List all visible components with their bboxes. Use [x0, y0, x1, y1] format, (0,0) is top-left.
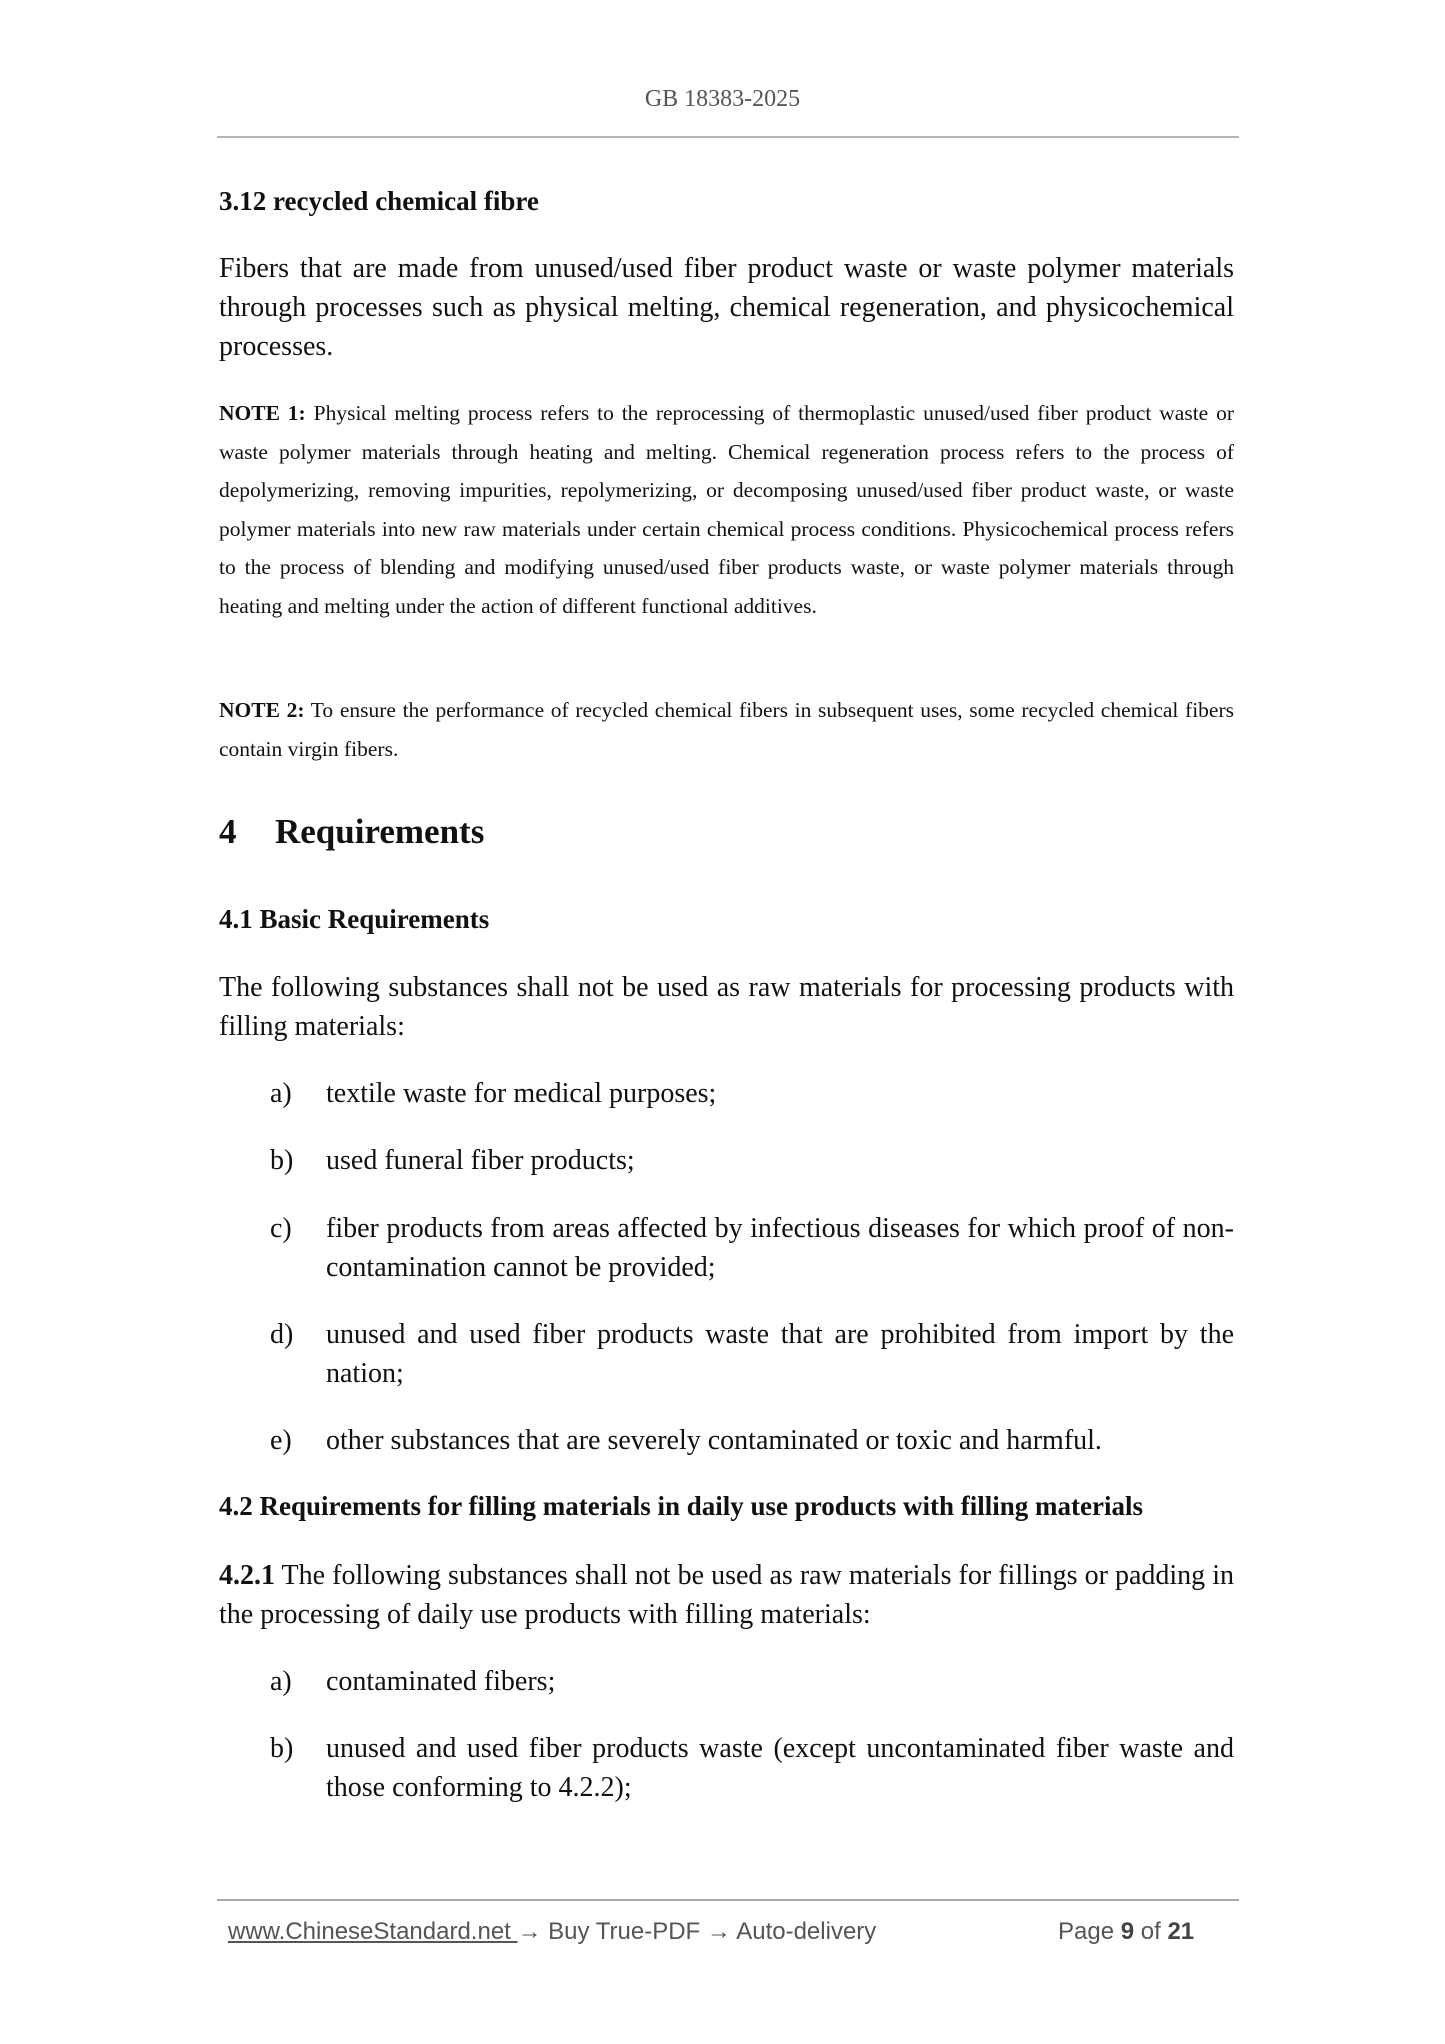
footer-promo: [228, 1918, 876, 1946]
note-2-label: NOTE 2:: [219, 698, 305, 722]
document-code-header: GB 18383-2025: [644, 86, 801, 112]
list-item-text: other substances that are severely contaminated or toxic and harmful.: [326, 1425, 1102, 1456]
list-item: [270, 1315, 1234, 1393]
list-item-text: unused and used fiber products waste (except uncontaminated fiber waste and those conforming to 4.2.2);: [326, 1733, 1234, 1803]
list-item-label: c): [270, 1213, 292, 1244]
note-1: [219, 394, 1234, 625]
list-item-text: textile waste for medical purposes;: [326, 1078, 717, 1109]
list-item: [270, 1074, 1234, 1113]
section-4-number: 4: [219, 812, 237, 851]
list-item-text: unused and used fiber products waste that are prohibited from import by the nation;: [326, 1319, 1234, 1389]
section-4-2-heading: 4.2 Requirements for filling materials in daily use products with filling materials: [219, 1491, 1143, 1521]
auto-delivery-text: Auto-delivery: [730, 1918, 877, 1945]
section-4-2-1-label: 4.2.1: [219, 1560, 275, 1591]
list-item-text: contaminated fibers;: [326, 1666, 556, 1697]
list-item-text: used funeral fiber products;: [326, 1145, 635, 1176]
header-divider: [217, 136, 1239, 138]
section-4-1-heading: 4.1 Basic Requirements: [219, 904, 490, 934]
list-item: [270, 1729, 1234, 1807]
list-item-label: e): [270, 1425, 292, 1456]
section-3-12-definition: Fibers that are made from unused/used fiber product waste or waste polymer materials through processes such as physical melting, chemical regeneration, and physicochemical processes.: [219, 253, 1234, 362]
buy-pdf-text: Buy True-PDF: [541, 1918, 707, 1945]
list-item: [270, 1209, 1234, 1287]
footer-divider: [217, 1899, 1239, 1901]
section-4-heading: [219, 812, 484, 852]
list-item: [270, 1421, 1234, 1460]
page-current: 9: [1120, 1918, 1135, 1945]
note-1-text: Physical melting process refers to the reprocessing of thermoplastic unused/used fiber product waste or waste polymer materials through heating and melting. Chemical regeneration process refers to the process of depolymerizing, removing impurities, repolymerizing, or decomposing unused/used fiber product waste, or waste polymer materials into new raw materials under certain chemical process conditions. Physicochemical process refers to the process of blending and modifying unused/used fiber products waste, or waste polymer materials through heating and melting under the action of different functional additives.: [219, 401, 1235, 618]
section-4-2-1-text: The following substances shall not be used as raw materials for fillings or padding in the processing of daily use products with filling materials:: [219, 1560, 1234, 1630]
page-word: Page: [1058, 1918, 1115, 1945]
arrow-right-icon: →: [517, 1918, 542, 1945]
section-4-1-intro: The following substances shall not be used as raw materials for processing products with filling materials:: [219, 972, 1234, 1042]
page-indicator: [1058, 1918, 1194, 1946]
list-item-label: a): [270, 1078, 292, 1109]
arrow-right-icon: →: [706, 1918, 731, 1945]
note-1-label: NOTE 1:: [219, 401, 306, 425]
note-2-text: To ensure the performance of recycled chemical fibers in subsequent uses, some recycled chemical fibers contain virgin fibers.: [219, 698, 1234, 761]
section-4-2-1-paragraph: [219, 1556, 1234, 1634]
list-item: [270, 1662, 1234, 1701]
list-item-text: fiber products from areas affected by infectious diseases for which proof of non-contamination cannot be provided;: [326, 1213, 1234, 1283]
section-4-title: Requirements: [275, 812, 485, 851]
list-item-label: b): [270, 1145, 294, 1176]
note-2: [219, 691, 1234, 768]
of-word: of: [1140, 1918, 1161, 1945]
website-link[interactable]: www.ChineseStandard.net: [228, 1918, 518, 1945]
list-item-label: d): [270, 1319, 294, 1350]
list-item-label: a): [270, 1666, 292, 1697]
section-3-12-heading: 3.12 recycled chemical fibre: [219, 186, 539, 216]
list-item-label: b): [270, 1733, 294, 1764]
page-total: 21: [1167, 1918, 1195, 1945]
list-item: [270, 1141, 1234, 1180]
